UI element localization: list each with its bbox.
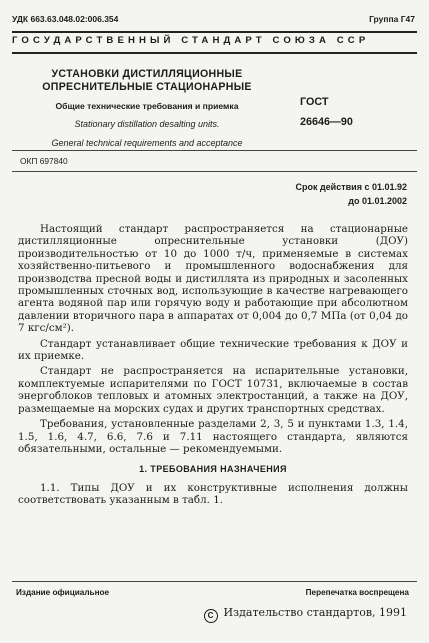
paragraph-mandatory: Требования, установленные разделами 2, 3, 5 и пунктами 1.3, 1.4, 1.5, 1.6, 4.7, 6.6, 7.6 и 7.11 настоящего стандарта, являются обязательными, остальные — рекомендуемыми.: [18, 418, 408, 455]
udk-code: УДК 663.63.048.02:006.354: [12, 14, 119, 24]
validity-from: Срок действия с 01.01.92: [295, 182, 407, 192]
paragraph-1-1: 1.1. Типы ДОУ и их конструктивные исполнения должны соответствовать указанным в табл. 1.: [18, 481, 408, 507]
footer-rule: [12, 581, 417, 582]
title-block: [32, 68, 262, 149]
gost-label: ГОСТ: [300, 96, 329, 108]
standard-heading: ГОСУДАРСТВЕННЫЙ СТАНДАРТ СОЮЗА ССР: [12, 35, 370, 46]
top-rule: [12, 31, 417, 33]
paragraph-requirements: Стандарт устанавливает общие технические требования к ДОУ и их приемке.: [18, 337, 408, 363]
group-code: Группа Г47: [369, 14, 415, 24]
heading-rule: [12, 52, 417, 54]
publisher-name: Издательство стандартов, 1991: [223, 606, 407, 619]
document-body: [18, 223, 408, 510]
publisher-line: [204, 606, 407, 623]
title-line-1: УСТАНОВКИ ДИСТИЛЛЯЦИОННЫЕ: [51, 68, 243, 80]
validity-period: [295, 180, 407, 208]
english-title-line-2: General technical requirements and acceptance: [51, 138, 243, 148]
reprint-notice: Перепечатка воспрещена: [305, 588, 409, 597]
paragraph-scope: Настоящий стандарт распространяется на стационарные дистилляционные опреснительные установки (ДОУ) производительностью от 10 до 1000 т/ч, применяемые в системах хозяйственно-питьевого и промышленного водоснабжения для производства пресной воды и дистиллята из природных и засоленных промышленных сточных вод, использующие в качестве нагревающего агента водяной пар или горячую воду и работающие при абсолютном давлении вторичного пара в аппаратах от 0,004 до 0,7 МПа (от 0,04 до 7 кгс/см²).: [18, 223, 408, 335]
official-edition: Издание официальное: [16, 588, 110, 597]
title-rule: [12, 150, 417, 151]
gost-block: [300, 92, 353, 132]
section-heading: 1. ТРЕБОВАНИЯ НАЗНАЧЕНИЯ: [139, 464, 287, 475]
validity-to: до 01.01.2002: [348, 196, 407, 206]
paragraph-exclusions: Стандарт не распространяется на испарительные установки, комплектуемые испарителями по ГОСТ 10731, включаемые в состав энергоблоков тепловых и атомных электростанций, а также на ДОУ, размещаемые на морских судах и других транспортных средствах.: [18, 365, 408, 415]
okp-code: ОКП 697840: [20, 156, 68, 166]
gost-number: 26646—90: [300, 116, 353, 128]
english-title-line-1: Stationary distillation desalting units.: [74, 119, 220, 129]
okp-rule: [12, 171, 417, 172]
title-line-2: ОПРЕСНИТЕЛЬНЫЕ СТАЦИОНАРНЫЕ: [42, 81, 252, 93]
copyright-icon: С: [204, 609, 218, 623]
title-subtitle: Общие технические требования и приемка: [55, 101, 239, 111]
